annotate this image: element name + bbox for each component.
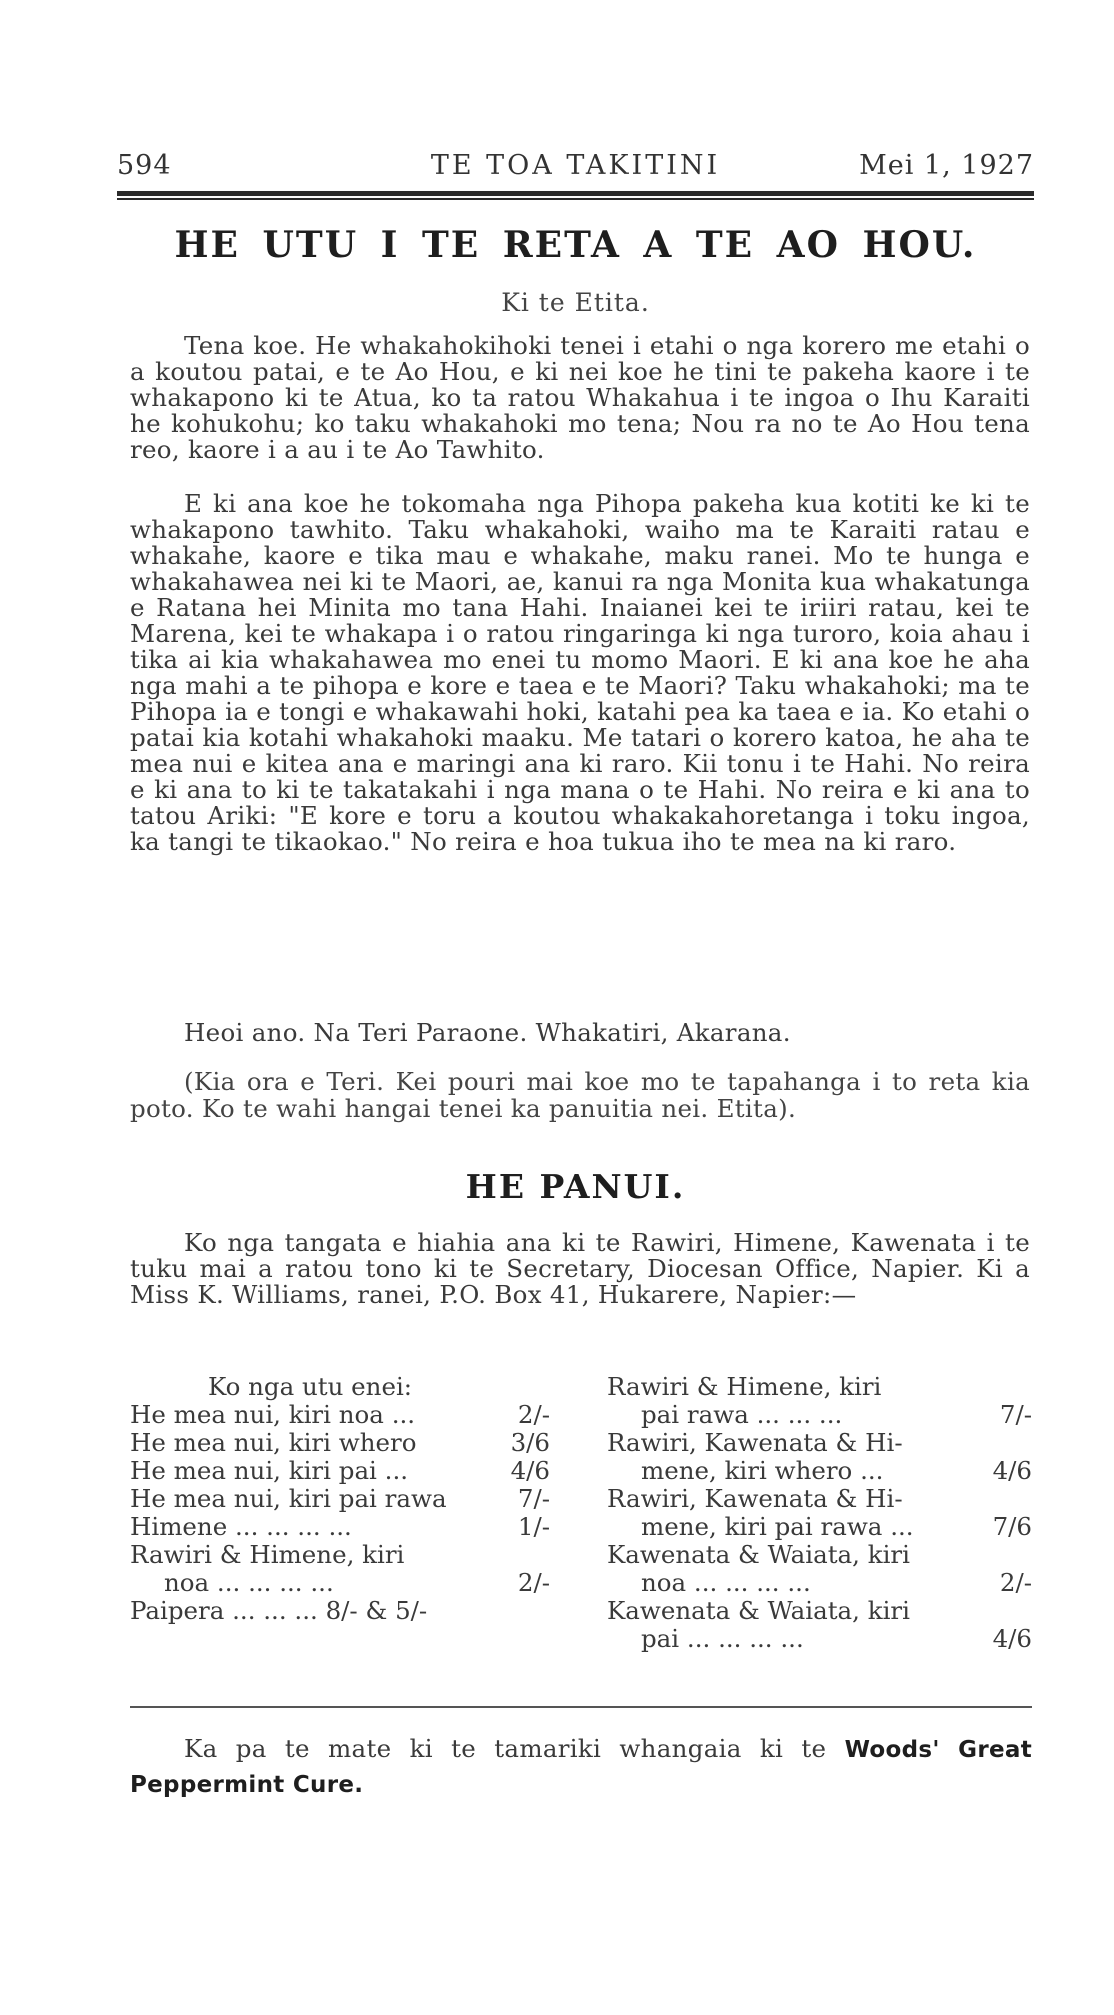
publication-title: TE TOA TAKITINI (430, 150, 721, 181)
price-item-name: pai ... ... ... ... (641, 1624, 804, 1653)
price-row (607, 1625, 1032, 1653)
article1-paragraph-2: E ki ana koe he tokomaha nga Pihopa pakeha kua kotiti ke ki te whakapono tawhito. Taku whakahoki, waiho ma te Karaiti ratau e whakahe, kaore e tika mau e whakahe, maku ranei. Mo te hunga e whakahawea nei ki te Maori, ae, kanui ra nga Monita kua whakatunga e Ratana hei Minita mo tana Hahi. Inaianei kei te iriiri ratau, kei te Marena, kei te whakapa i o ratou ringaringa ki nga turoro, koia ahau i tika ai kia whakahawea mo enei tu momo Maori. E ki ana koe he aha nga mahi a te pihopa e kore e taea e te Maori? Taku whakahoki; ma te Pihopa ia e tongi e whakawahi hoki, katahi pea ka taea e ia. Ko etahi o patai kia kotahi whakahoki maaku. Me tatari o korero katoa, he aha te mea nui e kitea ana e maringi ana ki raro. Kii tonu i te Hahi. No reira e ki ana to ki te takatakahi i nga mana o te Hahi. No reira e ki ana to tatou Ariki: "E kore e toru a koutou whakakahoretanga i toku ingoa, ka tangi te tikaokao." No reira e hoa tukua iho te mea na ki raro. (130, 489, 1030, 856)
editor-note: (Kia ora e Teri. Kei pouri mai koe mo te tapahanga i to reta kia poto. Ko te wahi hangai tenei ka panuitia nei. Etita). (130, 1067, 1030, 1123)
price-item-name: Kawenata & Waiata, kiri (607, 1596, 910, 1625)
article1-paragraph-1: Tena koe. He whakahokihoki tenei i etahi o nga korero me etahi o a koutou patai, e te Ao Hou, e ki nei koe he tini te pakeha kaore i te whakapono ki te Atua, ko ta ratou Whakahua i te ingoa o Ihu Karaiti he kohukohu; ko taku whakahoki mo tena; Nou ra no te Ao Hou tena reo, kaore i a au i te Ao Tawhito. (130, 331, 1030, 464)
price-item-name: noa ... ... ... ... (164, 1568, 334, 1597)
advert-brand: Woods' Great Peppermint Cure. (130, 1737, 1032, 1798)
article1-signature: Heoi ano. Na Teri Paraone. Whakatiri, Akarana. (184, 1018, 791, 1047)
price-row (130, 1513, 550, 1541)
article1-title: HE UTU I TE RETA A TE AO HOU. (174, 224, 977, 266)
section-divider (130, 1706, 1032, 1708)
price-row (130, 1597, 550, 1625)
price-item-price: 2/- (517, 1568, 550, 1597)
price-row (607, 1597, 1032, 1625)
price-item-price: 4/6 (510, 1456, 550, 1485)
price-row (607, 1485, 1032, 1513)
article1-salutation: Ki te Etita. (501, 288, 650, 317)
price-item-name: Paipera ... ... ... 8/- & 5/- (130, 1596, 428, 1625)
price-row (607, 1457, 1032, 1485)
price-row (607, 1541, 1032, 1569)
price-item-name: mene, kiri whero ... (641, 1456, 884, 1485)
price-row (130, 1429, 550, 1457)
price-item-name: mene, kiri pai rawa ... (641, 1512, 914, 1541)
price-item-name: Rawiri & Himene, kiri (607, 1372, 882, 1401)
header-rule-thin (117, 198, 1034, 200)
page-number: 594 (117, 150, 172, 181)
price-item-name: Rawiri & Himene, kiri (130, 1540, 405, 1569)
price-item-name: noa ... ... ... ... (641, 1568, 811, 1597)
price-row (130, 1401, 550, 1429)
issue-date: Mei 1, 1927 (859, 150, 1034, 181)
article2-paragraph: Ko nga tangata e hiahia ana ki te Rawiri, Himene, Kawenata i te tuku mai a ratou tono ki te Secretary, Diocesan Office, Napier. Ki a Miss K. Williams, ranei, P.O. Box 41, Hukarere, Napier:— (130, 1228, 1030, 1309)
price-row (607, 1401, 1032, 1429)
running-header (117, 150, 1034, 186)
price-item-name: He mea nui, kiri noa ... (130, 1400, 416, 1429)
price-list-heading: Ko nga utu enei: (207, 1372, 413, 1401)
price-row (607, 1513, 1032, 1541)
price-item-price: 7/- (999, 1400, 1032, 1429)
price-item-price: 7/6 (992, 1512, 1032, 1541)
advertisement (130, 1732, 1032, 1802)
price-row (130, 1485, 550, 1513)
price-item-name: Rawiri, Kawenata & Hi- (607, 1428, 903, 1457)
price-item-name: He mea nui, kiri pai ... (130, 1456, 409, 1485)
price-row (130, 1457, 550, 1485)
price-item-name: pai rawa ... ... ... (641, 1400, 843, 1429)
price-list-right (607, 1373, 1032, 1653)
advert-text: Ka pa te mate ki te tamariki whangaia ki te (184, 1734, 827, 1763)
price-item-name: Himene ... ... ... ... (130, 1512, 352, 1541)
price-item-name: He mea nui, kiri whero (130, 1428, 417, 1457)
price-item-price: 4/6 (992, 1456, 1032, 1485)
price-item-name: Rawiri, Kawenata & Hi- (607, 1484, 903, 1513)
price-item-price: 2/- (517, 1400, 550, 1429)
price-item-name: He mea nui, kiri pai rawa (130, 1484, 447, 1513)
header-rule-thick (117, 191, 1034, 196)
price-item-name: Kawenata & Waiata, kiri (607, 1540, 910, 1569)
price-row (607, 1429, 1032, 1457)
price-item-price: 1/- (517, 1512, 550, 1541)
price-row (607, 1373, 1032, 1401)
price-row (130, 1541, 550, 1569)
price-item-price: 3/6 (510, 1428, 550, 1457)
price-item-price: 4/6 (992, 1624, 1032, 1653)
price-row (607, 1569, 1032, 1597)
price-item-price: 2/- (999, 1568, 1032, 1597)
price-list-left (130, 1373, 550, 1625)
price-row (130, 1569, 550, 1597)
price-item-price: 7/- (517, 1484, 550, 1513)
article2-title: HE PANUI. (465, 1167, 686, 1206)
